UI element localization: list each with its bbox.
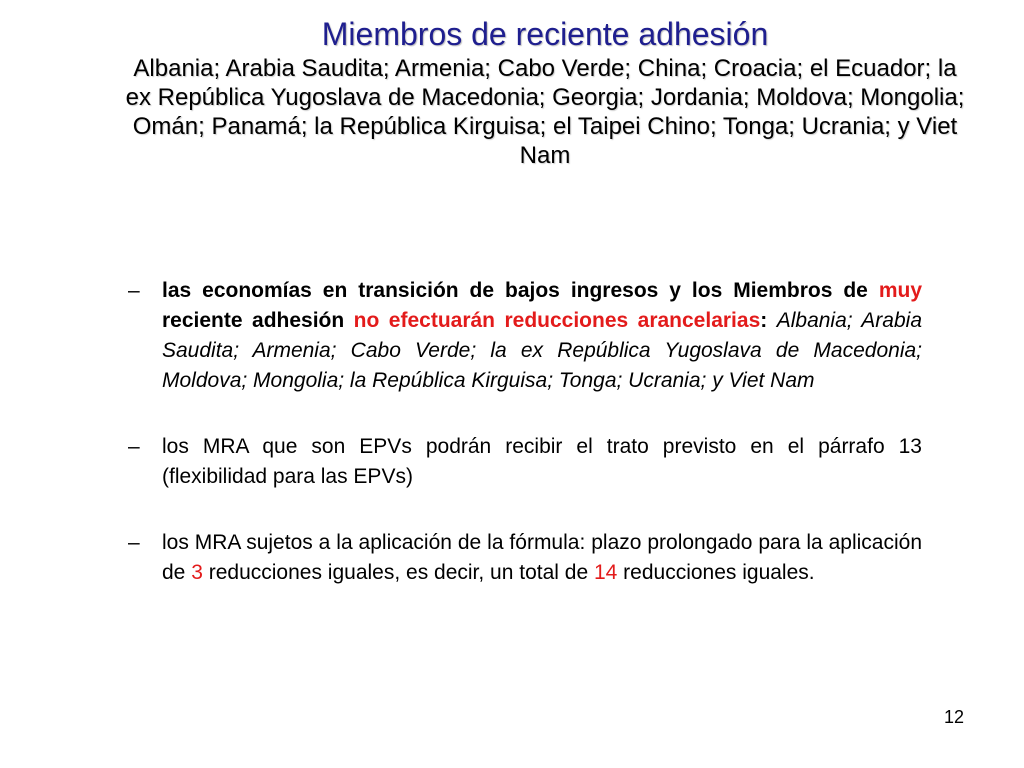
bullet-3-emphasis-b: 14	[593, 561, 618, 584]
page-number: 12	[943, 707, 964, 727]
bullet-item-2	[128, 432, 922, 492]
bullet-2-text: los MRA que son EPVs podrán recibir el trato previsto en el párrafo 13 (flexibilidad para las EPVs)	[162, 435, 922, 488]
slide-title: Miembros de reciente adhesión	[321, 16, 769, 52]
bullet-item-3	[128, 528, 922, 588]
bullet-1-emphasis-a: muy	[878, 279, 922, 302]
bullet-list	[128, 276, 922, 588]
bullet-dash: –	[128, 531, 140, 554]
slide-subtitle: Albania; Arabia Saudita; Armenia; Cabo Verde; China; Croacia; el Ecuador; la ex República Yugoslava de Macedonia; Georgia; Jordania; Moldova; Mongolia; Omán; Panamá; la República Kirguisa; el Taipei Chino; Tonga; Ucrania; y Viet Nam	[125, 55, 965, 169]
bullet-1-emphasis-b: no efectuarán reducciones arancelarias	[353, 309, 761, 332]
bullet-1-text-b: reciente adhesión	[162, 309, 354, 332]
bullet-3-text-c: reducciones iguales.	[617, 561, 815, 584]
bullet-item-1	[128, 276, 922, 396]
bullet-dash: –	[128, 279, 140, 302]
title-block	[120, 14, 970, 170]
bullet-dash: –	[128, 435, 140, 458]
bullet-3-text-b: reducciones iguales, es decir, un total de	[202, 561, 594, 584]
bullet-1-text-c: :	[760, 309, 777, 332]
bullet-1-text-a: las economías en transición de bajos ingresos y los Miembros de	[162, 279, 879, 302]
bullet-1-country-list: Albania; Arabia Saudita; Armenia; Cabo Verde; la ex República Yugoslava de Macedonia; Moldova; Mongolia; la República Kirguisa; Tonga; Ucrania; y Viet Nam	[162, 309, 922, 392]
bullet-3-emphasis-a: 3	[191, 561, 203, 584]
bullet-3-text-a: los MRA sujetos a la aplicación de la fórmula: plazo prolongado para la aplicación de	[162, 531, 922, 584]
